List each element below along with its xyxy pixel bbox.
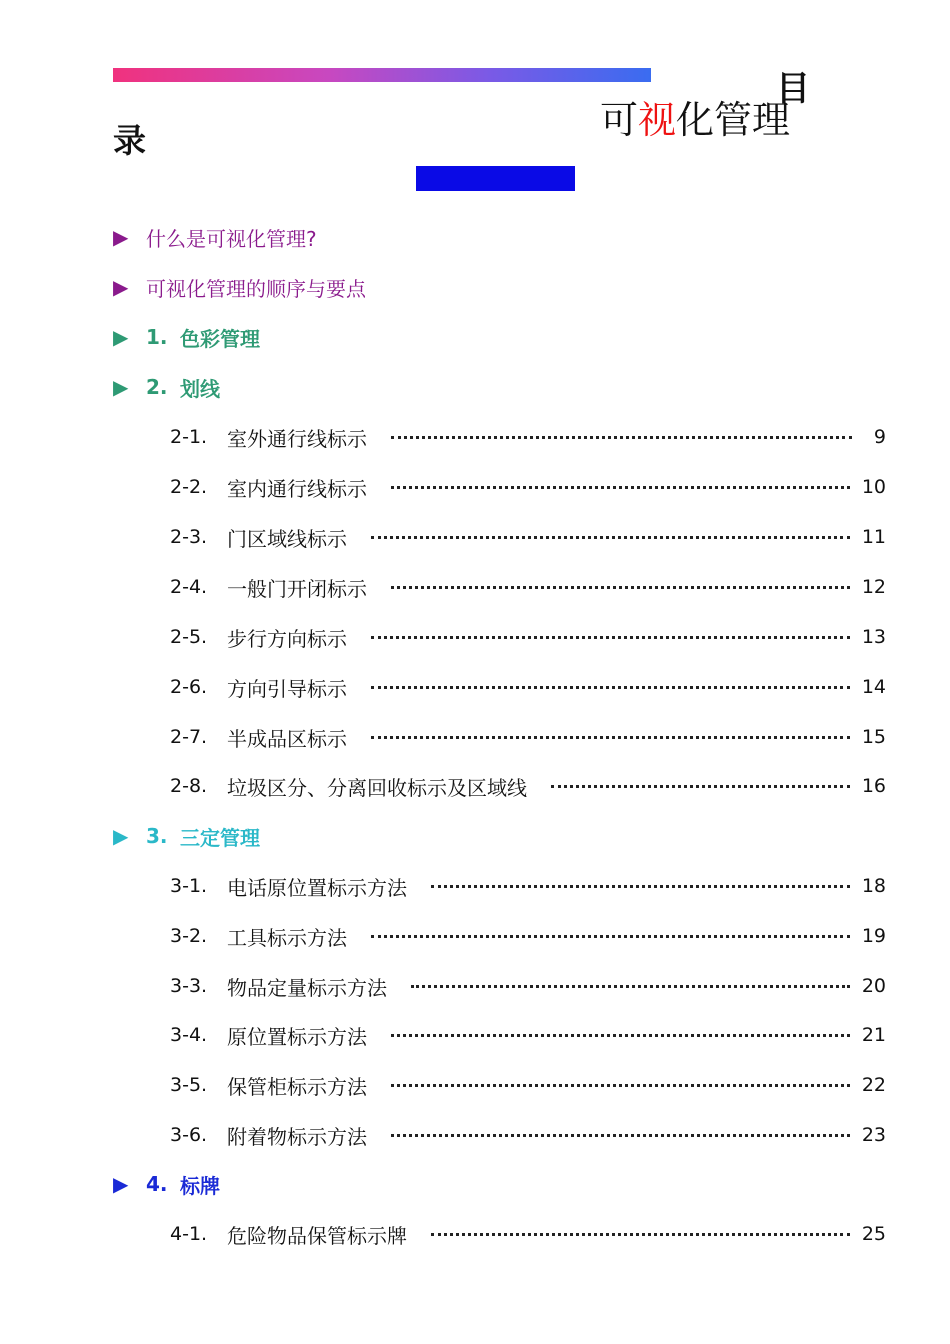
item-number: 2-3. bbox=[170, 526, 208, 548]
toc-item[interactable] bbox=[170, 672, 886, 702]
title-part-2: 化管理 bbox=[676, 98, 791, 142]
toc-item[interactable] bbox=[170, 722, 886, 752]
toc-item[interactable] bbox=[170, 422, 886, 452]
toc-item[interactable] bbox=[170, 971, 886, 1001]
page-number: 10 bbox=[861, 476, 886, 498]
toc-item[interactable] bbox=[170, 622, 886, 652]
item-label: 一般门开闭标示 bbox=[227, 576, 367, 601]
page-number: 13 bbox=[861, 626, 886, 648]
item-label: 保管柜标示方法 bbox=[227, 1074, 367, 1099]
page-title bbox=[600, 100, 790, 142]
toc-entry-intro-1[interactable] bbox=[113, 222, 886, 252]
dot-leader bbox=[391, 486, 850, 489]
dot-leader bbox=[371, 686, 850, 689]
toc-item[interactable] bbox=[170, 921, 886, 951]
section-number: 3. bbox=[146, 824, 168, 848]
dot-leader bbox=[391, 1084, 850, 1087]
toc-item[interactable] bbox=[170, 771, 886, 801]
item-label: 步行方向标示 bbox=[227, 626, 347, 651]
item-label: 半成品区标示 bbox=[227, 726, 347, 751]
item-number: 2-4. bbox=[170, 576, 208, 598]
dot-leader bbox=[411, 985, 850, 988]
item-label: 工具标示方法 bbox=[227, 925, 347, 950]
toc-entry-intro-2[interactable] bbox=[113, 272, 886, 302]
page-number: 15 bbox=[861, 726, 886, 748]
toc-item[interactable] bbox=[170, 1120, 886, 1150]
page-number: 9 bbox=[873, 426, 886, 448]
toc-entry-label: 可视化管理的顺序与要点 bbox=[146, 276, 366, 301]
item-number: 2-5. bbox=[170, 626, 208, 648]
triangle-bullet-icon: ▶ bbox=[113, 1172, 129, 1196]
page-number: 19 bbox=[861, 925, 886, 947]
item-label: 门区域线标示 bbox=[227, 526, 347, 551]
section-label: 三定管理 bbox=[180, 825, 260, 850]
item-number: 2-7. bbox=[170, 726, 208, 748]
item-label: 电话原位置标示方法 bbox=[227, 875, 407, 900]
title-highlight: 视 bbox=[638, 98, 677, 142]
toc-item[interactable] bbox=[170, 472, 886, 502]
dot-leader bbox=[391, 586, 850, 589]
triangle-bullet-icon: ▶ bbox=[113, 824, 129, 848]
section-number: 2. bbox=[146, 375, 168, 399]
item-number: 3-6. bbox=[170, 1124, 208, 1146]
dot-leader bbox=[371, 536, 850, 539]
item-number: 3-4. bbox=[170, 1024, 208, 1046]
title-part-1: 可 bbox=[600, 98, 639, 142]
item-number: 3-3. bbox=[170, 975, 208, 997]
dot-leader bbox=[431, 885, 850, 888]
item-number: 2-2. bbox=[170, 476, 208, 498]
item-label: 室外通行线标示 bbox=[227, 426, 367, 451]
item-label: 方向引导标示 bbox=[227, 676, 347, 701]
toc-item[interactable] bbox=[170, 1070, 886, 1100]
dot-leader bbox=[391, 436, 852, 439]
page-number: 14 bbox=[861, 676, 886, 698]
section-number: 1. bbox=[146, 325, 168, 349]
item-label: 原位置标示方法 bbox=[227, 1024, 367, 1049]
section-label: 划线 bbox=[180, 376, 220, 401]
section-label: 色彩管理 bbox=[180, 326, 260, 351]
item-label: 室内通行线标示 bbox=[227, 476, 367, 501]
page-number: 23 bbox=[861, 1124, 886, 1146]
item-label: 附着物标示方法 bbox=[227, 1124, 367, 1149]
toc-section-2[interactable] bbox=[113, 372, 886, 402]
page-number: 21 bbox=[861, 1024, 886, 1046]
toc-section-1[interactable] bbox=[113, 322, 886, 352]
triangle-bullet-icon: ▶ bbox=[113, 225, 129, 249]
dot-leader bbox=[431, 1233, 850, 1236]
item-number: 2-1. bbox=[170, 426, 208, 448]
dot-leader bbox=[371, 636, 850, 639]
dot-leader bbox=[551, 785, 850, 788]
dot-leader bbox=[391, 1034, 850, 1037]
page-number: 11 bbox=[861, 526, 886, 548]
item-number: 3-2. bbox=[170, 925, 208, 947]
item-number: 2-6. bbox=[170, 676, 208, 698]
toc-item[interactable] bbox=[170, 871, 886, 901]
toc-section-4[interactable] bbox=[113, 1169, 886, 1199]
item-label: 物品定量标示方法 bbox=[227, 975, 387, 1000]
page-number: 25 bbox=[861, 1223, 886, 1245]
dot-leader bbox=[371, 736, 850, 739]
dot-leader bbox=[391, 1134, 850, 1137]
section-label: 标牌 bbox=[180, 1173, 220, 1198]
toc-item[interactable] bbox=[170, 522, 886, 552]
page-number: 22 bbox=[861, 1074, 886, 1096]
item-number: 2-8. bbox=[170, 775, 208, 797]
triangle-bullet-icon: ▶ bbox=[113, 375, 129, 399]
toc-heading-char-2: 录 bbox=[113, 121, 146, 160]
toc-item[interactable] bbox=[170, 572, 886, 602]
toc-item[interactable] bbox=[170, 1020, 886, 1050]
section-number: 4. bbox=[146, 1172, 168, 1196]
toc-heading-char-1: 目 bbox=[776, 69, 810, 109]
dot-leader bbox=[371, 935, 850, 938]
triangle-bullet-icon: ▶ bbox=[113, 275, 129, 299]
item-number: 3-1. bbox=[170, 875, 208, 897]
toc-item[interactable] bbox=[170, 1219, 886, 1249]
page-number: 12 bbox=[861, 576, 886, 598]
item-number: 4-1. bbox=[170, 1223, 208, 1245]
item-label: 危险物品保管标示牌 bbox=[227, 1223, 407, 1248]
gradient-header-bar bbox=[113, 68, 651, 82]
page-number: 20 bbox=[861, 975, 886, 997]
page-number: 18 bbox=[861, 875, 886, 897]
page-number: 16 bbox=[861, 775, 886, 797]
item-number: 3-5. bbox=[170, 1074, 208, 1096]
toc-section-3[interactable] bbox=[113, 821, 886, 851]
item-label: 垃圾区分、分离回收标示及区域线 bbox=[227, 775, 527, 800]
toc-entry-label: 什么是可视化管理? bbox=[146, 226, 317, 251]
blue-accent-block bbox=[416, 166, 575, 191]
triangle-bullet-icon: ▶ bbox=[113, 325, 129, 349]
